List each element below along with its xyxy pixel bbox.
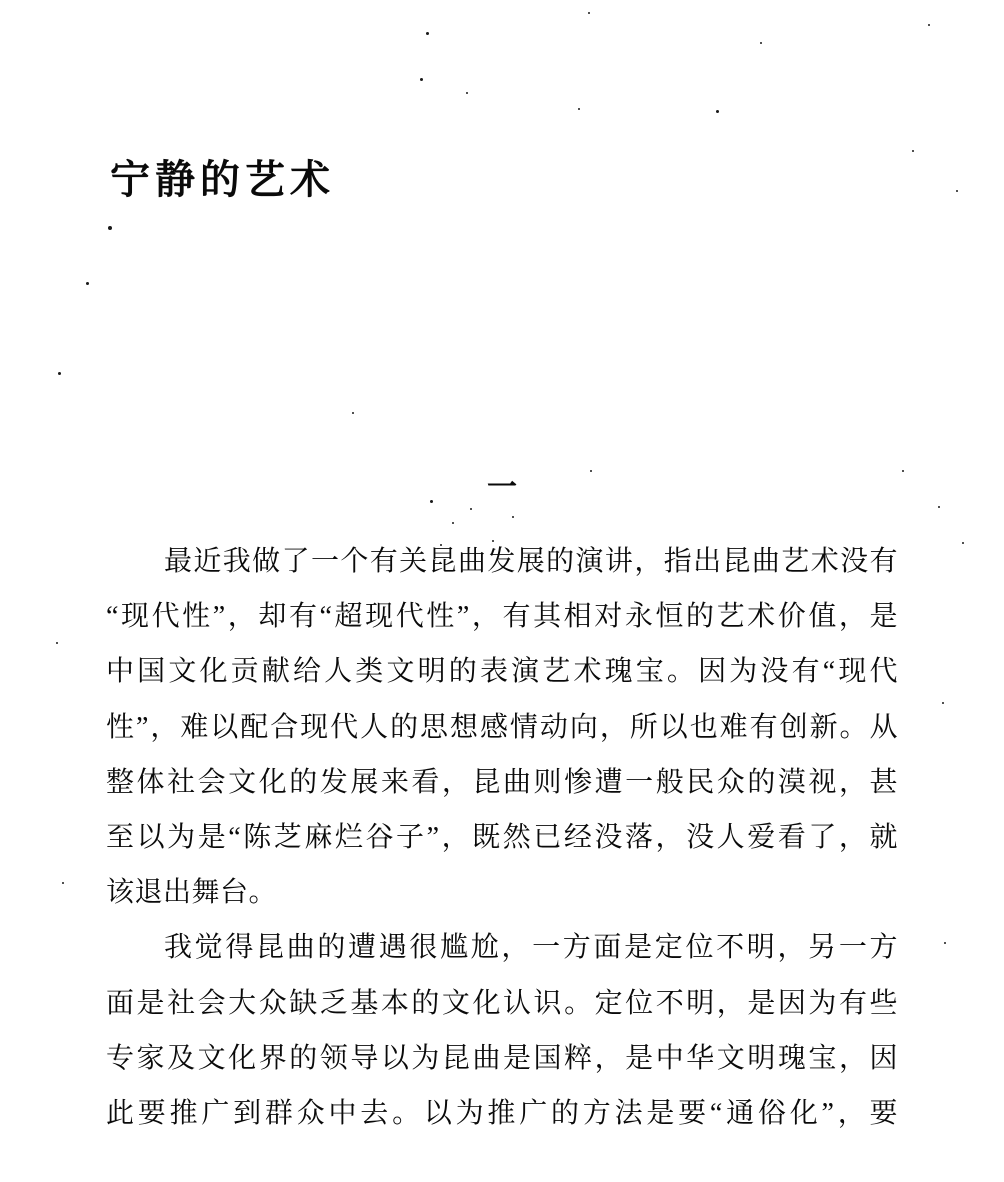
- scan-noise-speck: [452, 522, 454, 524]
- scan-noise-speck: [430, 500, 433, 503]
- text-line: 性”，难以配合现代人的思想感情动向，所以也难有创新。从: [106, 711, 898, 743]
- scan-noise-speck: [62, 882, 64, 884]
- scan-noise-speck: [512, 516, 514, 518]
- scan-noise-speck: [590, 470, 592, 472]
- section-number: 一: [487, 471, 517, 504]
- body-text: [106, 534, 898, 1141]
- page-title: 宁静的艺术: [110, 158, 335, 202]
- scan-noise-speck: [470, 508, 472, 510]
- scan-noise-speck: [58, 372, 61, 375]
- scan-noise-speck: [956, 190, 958, 192]
- text-line: 面是社会大众缺乏基本的文化认识。定位不明，是因为有些: [106, 987, 898, 1019]
- text-line: 专家及文化界的领导以为昆曲是国粹，是中华文明瑰宝，因: [106, 1042, 898, 1074]
- text-line: 我觉得昆曲的遭遇很尴尬，一方面是定位不明，另一方: [164, 932, 898, 964]
- text-line: 此要推广到群众中去。以为推广的方法是要“通俗化”，要: [106, 1097, 898, 1129]
- scan-noise-speck: [56, 642, 58, 644]
- scan-noise-speck: [962, 542, 964, 544]
- scan-noise-speck: [108, 226, 112, 230]
- text-line: “现代性”，却有“超现代性”，有其相对永恒的艺术价值，是: [106, 601, 898, 633]
- scan-noise-speck: [928, 24, 930, 26]
- scan-noise-speck: [912, 150, 914, 152]
- scan-noise-speck: [716, 110, 719, 113]
- text-line: 至以为是“陈芝麻烂谷子”，既然已经没落，没人爱看了，就: [106, 821, 898, 853]
- scan-noise-speck: [942, 702, 944, 704]
- scan-noise-speck: [760, 42, 762, 44]
- text-line: 该退出舞台。: [106, 877, 278, 909]
- scan-noise-speck: [466, 92, 468, 94]
- text-line: 最近我做了一个有关昆曲发展的演讲，指出昆曲艺术没有: [164, 546, 898, 577]
- scan-noise-speck: [944, 942, 946, 944]
- scan-noise-speck: [938, 506, 940, 508]
- text-line: 整体社会文化的发展来看，昆曲则惨遭一般民众的漠视，甚: [106, 766, 898, 798]
- scan-noise-speck: [588, 12, 590, 14]
- scan-noise-speck: [426, 32, 429, 35]
- scan-noise-speck: [902, 470, 904, 472]
- text-line: 中国文化贡献给人类文明的表演艺术瑰宝。因为没有“现代: [106, 656, 898, 688]
- scan-noise-speck: [578, 108, 580, 110]
- scan-noise-speck: [86, 282, 89, 285]
- scan-noise-speck: [352, 412, 354, 414]
- scan-noise-speck: [420, 78, 423, 81]
